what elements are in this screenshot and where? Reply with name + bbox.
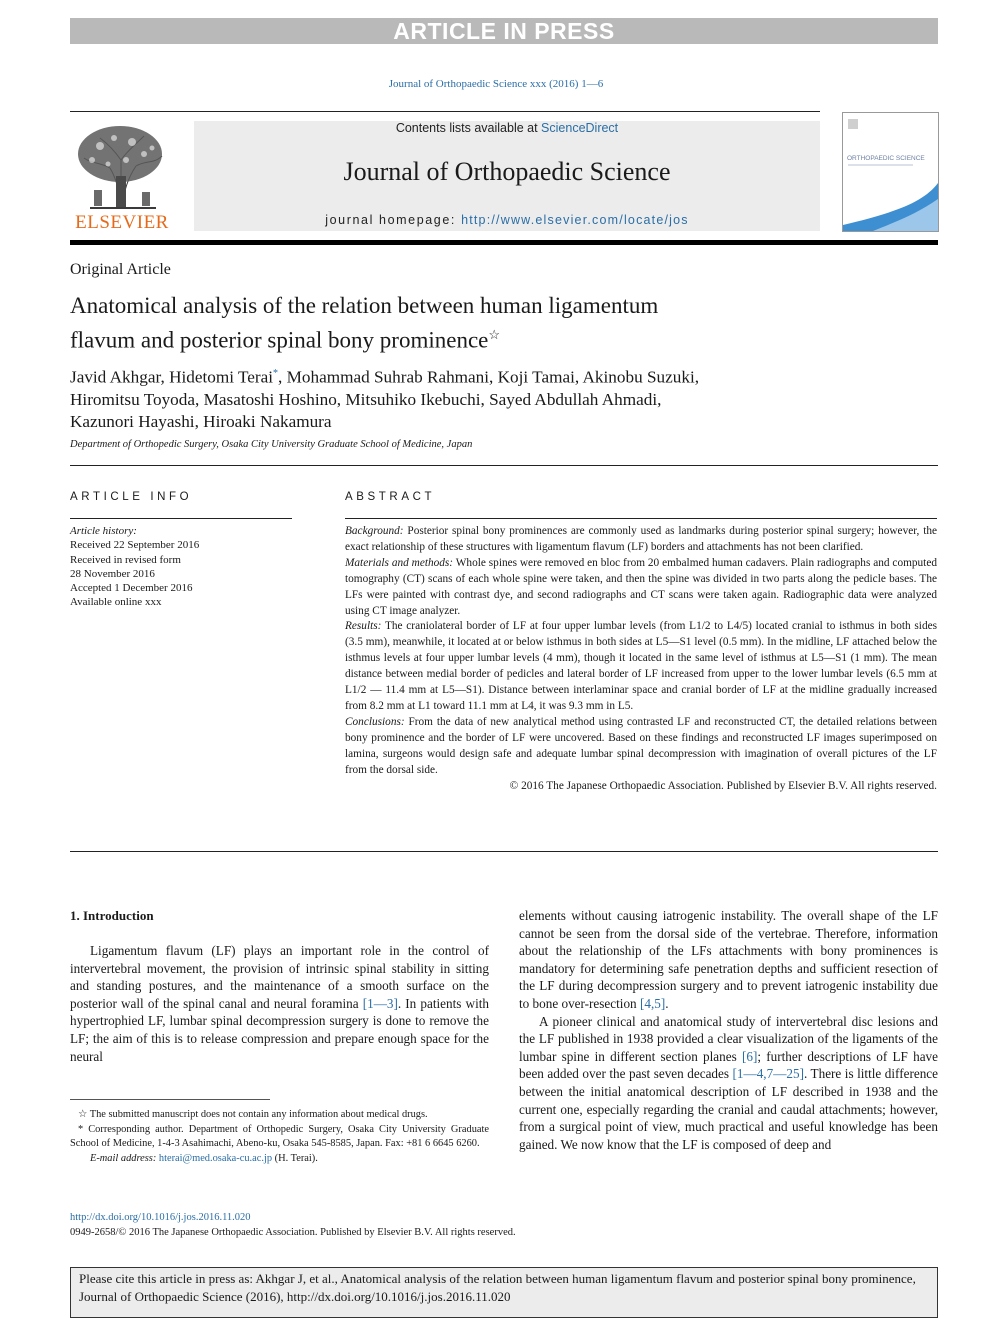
article-title xyxy=(70,291,830,355)
homepage-link[interactable]: http://www.elsevier.com/locate/jos xyxy=(461,213,689,227)
history-item: Received in revised form xyxy=(70,553,181,566)
corresponding-author-mark[interactable]: * xyxy=(273,368,279,379)
contents-prefix: Contents lists available at xyxy=(395,121,542,135)
footnote-2: * Corresponding author. Department of Orthopedic Surgery, Osaka City University Graduate School of Medicine, 1-4-3 Asahimachi, Abeno-ku, Osaka 545-8585, Japan. Fax: +81 6 6645 6260. xyxy=(70,1123,489,1150)
abstract-methods xyxy=(345,556,937,620)
abstract-conclusions xyxy=(345,715,937,779)
title-line-2-text: flavum and posterior spinal bony prominence xyxy=(70,327,489,353)
methods-label: Materials and methods: xyxy=(345,556,454,569)
header-top-rule xyxy=(70,111,820,112)
results-text: The craniolateral border of LF at four upper lumbar levels (from L1/2 to L4/5) located cranial to isthmus in both sides (3.5 mm), meanwhile, it located at or below isthmus in both sides at L5—S1 level (0.5 mm). In the midline, LF attached below the isthmus levels at four upper lumbar levels (4 mm), though it located in the same level of isthmus at L5—S1 (1 mm). The mean distance between medial border of pedicles and lateral border of LF increased from upper to the lower lumbar levels (6.5 mm at L1/2 — 11.4 mm at L5—S1). Distance between interlaminar space and cranial border of LF at the midline gradually increased from 8.2 mm at L1 toward 11.1 mm at L4, it was 9.3 mm in L5. xyxy=(345,620,937,712)
doi-link[interactable]: http://dx.doi.org/10.1016/j.jos.2016.11.020 xyxy=(70,1212,251,1223)
affiliation-rule xyxy=(70,465,938,466)
cover-art-icon xyxy=(843,113,938,231)
introduction-heading: 1. Introduction xyxy=(70,908,154,923)
header-bottom-rule xyxy=(70,240,938,245)
right-column xyxy=(519,907,938,1153)
email-link[interactable]: hterai@med.osaka-cu.ac.jp xyxy=(158,1152,273,1164)
reference-link[interactable]: [1—4,7—25] xyxy=(732,1066,804,1082)
email-suffix: (H. Terai). xyxy=(272,1152,318,1164)
elsevier-wordmark: ELSEVIER xyxy=(75,212,169,233)
reference-link[interactable]: [6] xyxy=(741,1048,758,1064)
footnotes xyxy=(70,1108,489,1166)
p1-text-b: . In patients with hypertrophied LF, lumbar spinal decompression surgery is done to remove the LF; the aim of this is to release compression and prepare enough space for the neural xyxy=(70,995,489,1064)
r1-text-b: . xyxy=(665,995,669,1011)
article-type: Original Article xyxy=(70,261,171,278)
intro-paragraph-2 xyxy=(519,1013,938,1154)
r2-text-b: ; further descriptions of LF have been added over the past seven decades xyxy=(519,1048,938,1082)
journal-title: Journal of Orthopaedic Science xyxy=(343,157,671,186)
abstract-background xyxy=(345,524,937,556)
abstract-bottom-rule xyxy=(70,851,938,852)
title-footnote-star-icon[interactable]: ☆ xyxy=(488,327,501,342)
history-label: Article history: xyxy=(70,525,137,537)
abstract-rule xyxy=(345,518,937,519)
history-item: Received 22 September 2016 xyxy=(70,539,200,552)
homepage-prefix: journal homepage: xyxy=(325,213,462,227)
r2-text-a: A pioneer clinical and anatomical study of intervertebral disc lesions and the LF published in 1938 provided a clear visualization of the ligaments of the lumbar spine in different section planes xyxy=(519,1013,938,1064)
journal-reference[interactable]: Journal of Orthopaedic Science xxx (2016) 1—6 xyxy=(388,78,604,90)
r1-text-a: elements without causing iatrogenic instability. The overall shape of the LF cannot be seen from the dorsal side of the vertebrae. Therefore, information about the relationship of the LFs attachments with bony prominences is mandatory for determining safe penetration depths and sufficient resection of the LF during decompression surgery and to prevent iatrogenic instability due to bone over-resection xyxy=(519,908,938,1011)
left-column xyxy=(70,942,489,1065)
abstract-body xyxy=(345,524,937,794)
article-history xyxy=(70,524,292,610)
abstract-results xyxy=(345,619,937,714)
sciencedirect-link[interactable]: ScienceDirect xyxy=(541,121,619,135)
journal-homepage xyxy=(194,213,820,227)
footnote-1: ☆ The submitted manuscript does not contain any information about medical drugs. xyxy=(78,1109,428,1120)
conclusions-text: From the data of new analytical method using contrasted LF and reconstructed CT, the detailed relations between bony prominence and the border of LF were uncovered. Based on these findings and reconstructed LF images superimposed on lamina, surgeons would design safe and adequate lumbar spinal decompression with imagination of overall pictures of the LF from the dorsal side. xyxy=(345,715,937,776)
article-info-heading: ARTICLE INFO xyxy=(70,491,193,503)
authors-line-3: Kazunori Hayashi, Hiroaki Nakamura xyxy=(70,411,332,431)
p1-text-a: Ligamentum flavum (LF) plays an important role in the control of intervertebral movement, the provision of intrinsic spinal stability in sitting and standing postures, and the maintenance of a smooth surface on the posterior wall of the spinal canal and neural foramina xyxy=(70,943,489,1011)
abstract-heading: ABSTRACT xyxy=(345,491,436,503)
conclusions-label: Conclusions: xyxy=(345,715,405,728)
history-item: 28 November 2016 xyxy=(70,567,155,580)
history-item: Accepted 1 December 2016 xyxy=(70,582,193,595)
history-item: Available online xxx xyxy=(70,596,162,609)
title-line-2 xyxy=(70,320,830,355)
title-line-1: Anatomical analysis of the relation between human ligamentum xyxy=(70,293,659,318)
intro-paragraph-1-cont xyxy=(519,907,938,1013)
footnote-rule xyxy=(70,1099,270,1100)
results-label: Results: xyxy=(345,620,382,633)
background-text: Posterior spinal bony prominences are commonly used as landmarks during posterior spinal surgery; however, the exact relationship of these structures with ligamentum flavum (LF) borders and attachments has not been clarified. xyxy=(345,525,937,553)
author-list xyxy=(70,363,870,433)
reference-link[interactable]: [1—3] xyxy=(362,995,398,1011)
authors-line-2: Hiromitsu Toyoda, Masatoshi Hoshino, Mitsuhiko Ikebuchi, Sayed Abdullah Ahmadi, xyxy=(70,389,662,409)
article-info-rule xyxy=(70,518,292,519)
cover-journal-label: ORTHOPAEDIC SCIENCE xyxy=(847,155,925,162)
article-in-press-banner: ARTICLE IN PRESS xyxy=(70,18,938,44)
footnote-email xyxy=(70,1152,489,1167)
citation-box: Please cite this article in press as: Akhgar J, et al., Anatomical analysis of the relation between human ligamentum flavum and posterior spinal bony prominence, Journal of Orthopaedic Science (2016), http://dx.doi.org/10.1016/j.jos.2016.11.020 xyxy=(70,1267,938,1318)
background-label: Background: xyxy=(345,525,404,537)
reference-link[interactable]: [4,5] xyxy=(639,995,666,1011)
abstract-copyright: © 2016 The Japanese Orthopaedic Association. Published by Elsevier B.V. All rights reserved. xyxy=(509,779,937,792)
authors-line-1-a: Javid Akhgar, Hidetomi Terai xyxy=(70,367,274,387)
methods-text: Whole spines were removed en bloc from 20 embalmed human cadavers. Plain radiographs and computed tomography (CT) scans of each whole spine were taken, and then the spine was divided in two parts along the pedicle bases. The LFs were painted with contrast dye, and second radiographs and CT scans were taken again. Radiographic data were analyzed using CT image analyzer. xyxy=(345,556,937,617)
affiliation: Department of Orthopedic Surgery, Osaka City University Graduate School of Medicine, Japan xyxy=(70,439,473,450)
journal-cover-thumbnail xyxy=(842,112,939,232)
issn-copyright: 0949-2658/© 2016 The Japanese Orthopaedic Association. Published by Elsevier B.V. All rights reserved. xyxy=(70,1227,516,1238)
contents-line xyxy=(194,121,820,135)
authors-line-1-b: , Mohammad Suhrab Rahmani, Koji Tamai, Akinobu Suzuki, xyxy=(278,367,700,387)
intro-paragraph-1 xyxy=(70,942,489,1065)
email-label: E-mail address: xyxy=(90,1152,159,1164)
r2-text-c: . There is little difference between the initial anatomical description of LF described in 1938 and the current one, especially regarding the cranial and caudal attachments; however, from a surgical point of view, much practical and useful knowledge has been gained. We now know that the LF is composed of deep and xyxy=(519,1066,938,1152)
authors-line-1 xyxy=(70,363,870,389)
